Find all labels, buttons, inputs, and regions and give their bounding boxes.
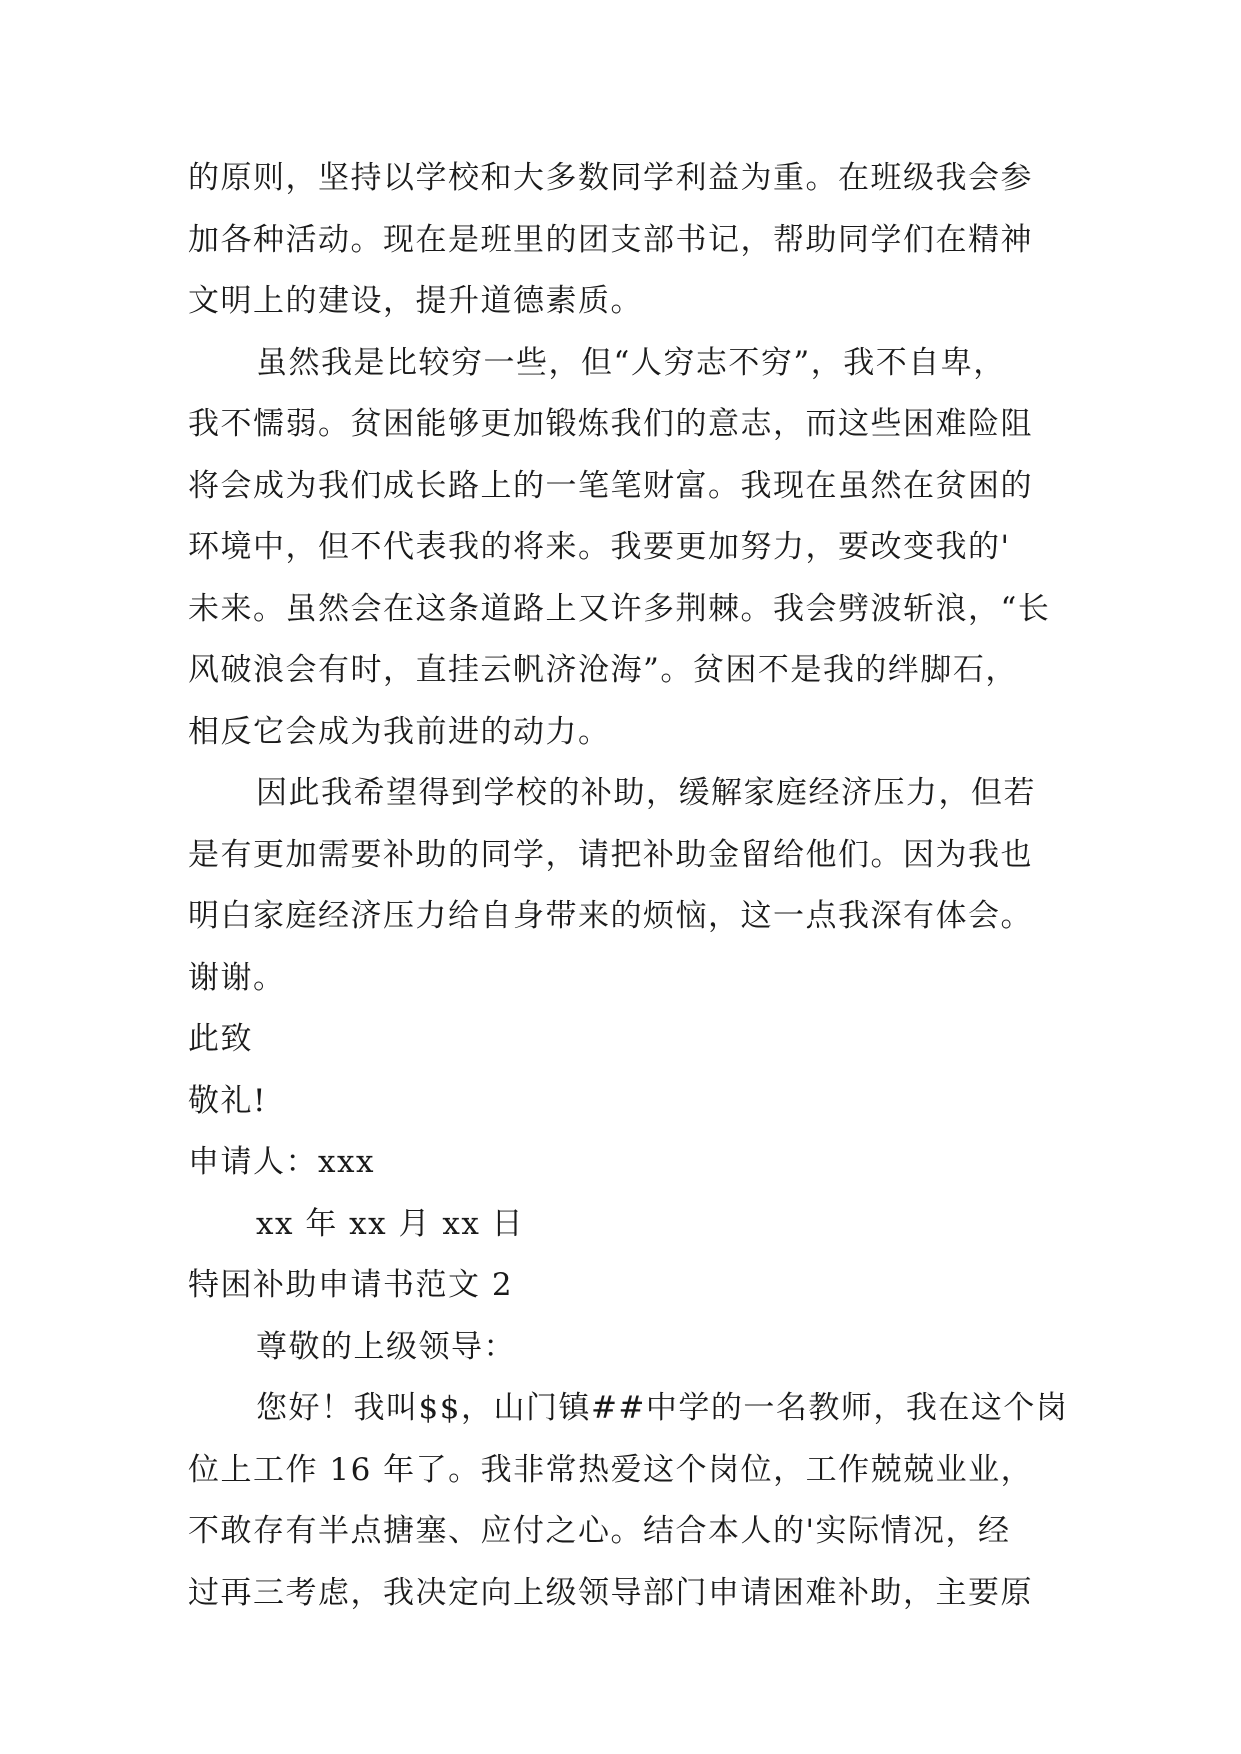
body-line: 未来。虽然会在这条道路上又许多荆棘。我会劈波斩浪，“长: [188, 590, 1051, 627]
body-line: 谢谢。: [188, 959, 286, 996]
body-line: 相反它会成为我前进的动力。: [188, 713, 611, 750]
body-line: 加各种活动。现在是班里的团支部书记，帮助同学们在精神: [188, 221, 1033, 258]
body-line: 过再三考虑，我决定向上级领导部门申请困难补助，主要原: [188, 1574, 1033, 1611]
body-line: 风破浪会有时，直挂云帆济沧海”。贫困不是我的绊脚石，: [188, 652, 1018, 688]
section-title: 特困补助申请书范文 2: [188, 1267, 514, 1303]
body-line: 将会成为我们成长路上的一笔笔财富。我现在虽然在贫困的: [188, 467, 1033, 504]
closing-salutation: 此致: [188, 1021, 253, 1057]
body-line: 的原则，坚持以学校和大多数同学利益为重。在班级我会参: [188, 160, 1033, 196]
document-body: [188, 148, 1078, 1624]
paragraph-first-line: 虽然我是比较穷一些，但“人穷志不穷”，我不自卑，: [256, 344, 1006, 381]
letter-greeting: 尊敬的上级领导：: [256, 1328, 516, 1365]
body-line: 环境中，但不代表我的将来。我要更加努力，要改变我的': [188, 529, 1011, 565]
body-line: 我不懦弱。贫困能够更加锻炼我们的意志，而这些困难险阻: [188, 406, 1033, 442]
signature-date: xx 年 xx 月 xx 日: [256, 1205, 525, 1242]
body-line: 文明上的建设，提升道德素质。: [188, 283, 643, 319]
closing-regards: 敬礼!: [188, 1082, 267, 1119]
paragraph-first-line: 您好！我叫$$，山门镇##中学的一名教师，我在这个岗: [256, 1390, 1069, 1426]
applicant-signature: 申请人：xxx: [188, 1144, 375, 1180]
body-line: 不敢存有半点搪塞、应付之心。结合本人的'实际情况，经: [188, 1513, 1011, 1549]
body-line: 是有更加需要补助的同学，请把补助金留给他们。因为我也: [188, 836, 1033, 873]
body-line: 位上工作 16 年了。我非常热爱这个岗位，工作兢兢业业，: [188, 1451, 1034, 1488]
body-line: 明白家庭经济压力给自身带来的烦恼，这一点我深有体会。: [188, 898, 1033, 934]
paragraph-first-line: 因此我希望得到学校的补助，缓解家庭经济压力，但若: [256, 775, 1036, 811]
